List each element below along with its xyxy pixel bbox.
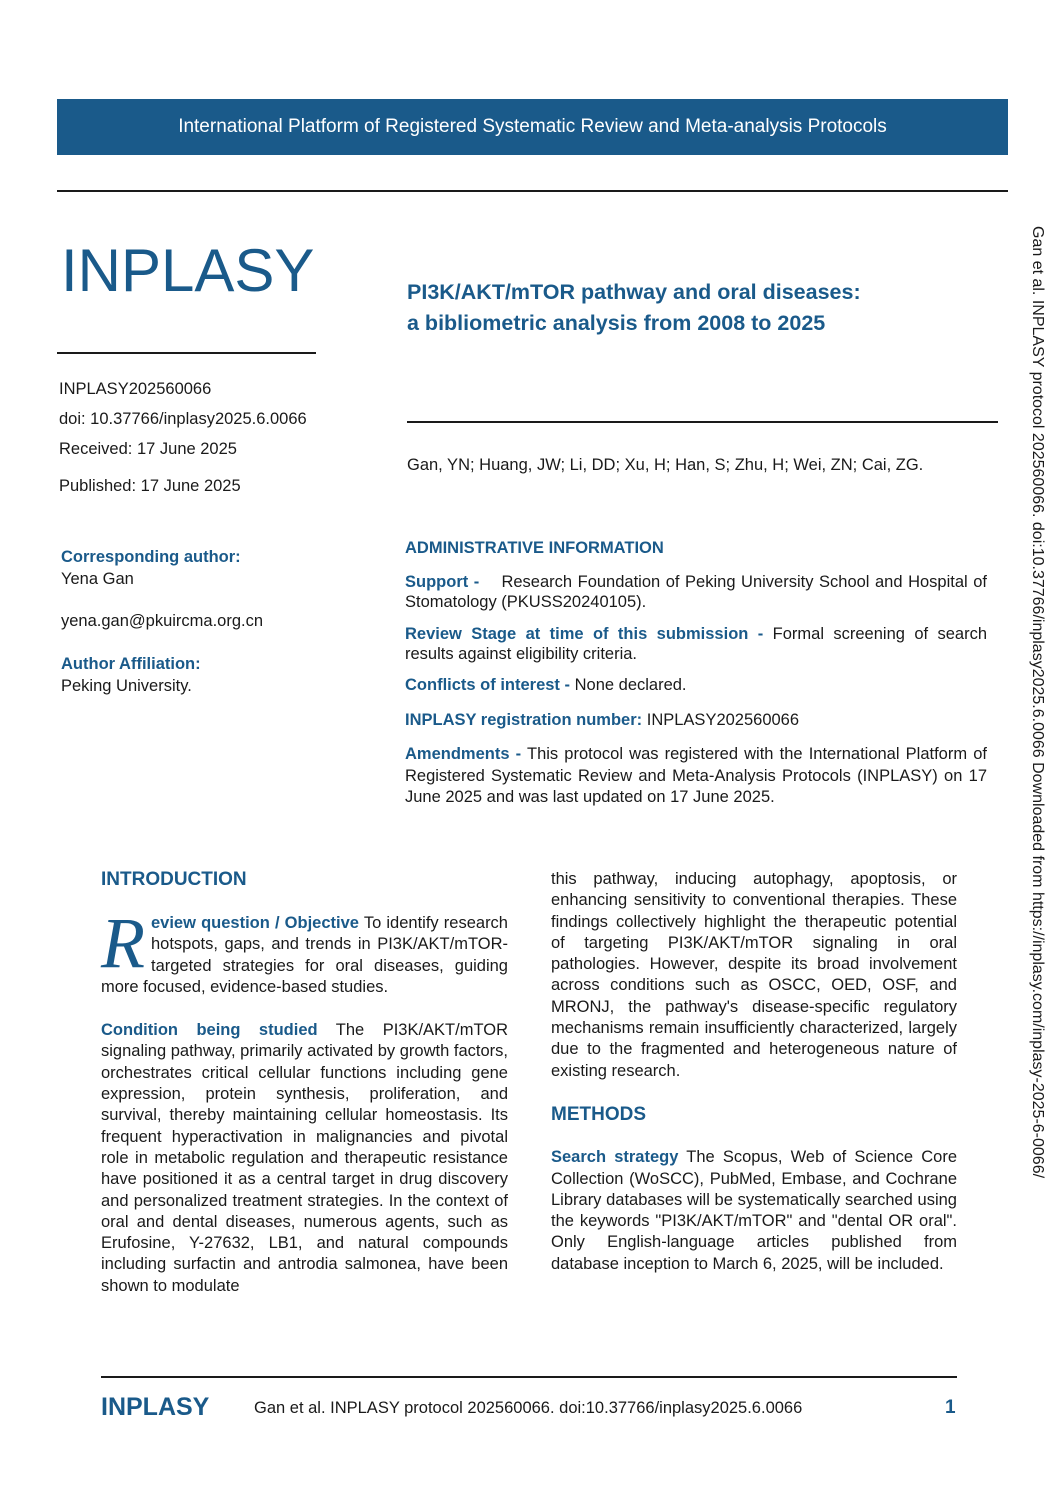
doi[interactable]: doi: 10.37766/inplasy2025.6.0066 — [59, 410, 307, 428]
top-rule — [57, 190, 1008, 192]
author-list: Gan, YN; Huang, JW; Li, DD; Xu, H; Han, S; Zhu, H; Wei, ZN; Cai, ZG. — [407, 456, 924, 474]
corresponding-name: Yena Gan — [61, 570, 134, 588]
banner-text: International Platform of Registered Systematic Review and Meta-analysis Protocols — [178, 116, 887, 137]
inplasy-logo: INPLASY — [61, 237, 315, 304]
received-date: Received: 17 June 2025 — [59, 440, 237, 458]
footer-logo: INPLASY — [101, 1393, 210, 1421]
admin-conflicts: Conflicts of interest - None declared. — [405, 676, 687, 694]
corresponding-label: Corresponding author: — [61, 548, 241, 566]
introduction-heading: INTRODUCTION — [101, 869, 247, 890]
introduction-continued: this pathway, inducing autophagy, apoptosis, or enhancing sensitivity to conventional therapies. These findings collectively highlight the therapeutic potential of targeting PI3K/AKT/mTOR signaling in oral pathologies. However, despite its broad involvement across conditions such as OSCC, OED, OSF, and MRONJ, the pathway's disease-specific regulatory mechanisms remain insufficiently characterized, largely due to the fragmented and heterogeneous nature of existing research. — [551, 870, 957, 1080]
registration-id: INPLASY202560066 — [59, 380, 212, 398]
footer-rule — [101, 1376, 957, 1378]
right-column — [551, 869, 957, 1275]
corresponding-email[interactable]: yena.gan@pkuircma.org.cn — [61, 612, 264, 630]
download-side-note — [1024, 226, 1052, 1301]
title-line-1: PI3K/AKT/mTOR pathway and oral diseases: — [407, 280, 861, 304]
left-column — [101, 903, 508, 1297]
methods-heading: METHODS — [551, 1103, 646, 1125]
header-banner — [57, 99, 1008, 155]
admin-support: Support - Research Foundation of Peking University School and Hospital of Stomatology (PKUSS20240105). — [405, 573, 987, 611]
admin-amendments: Amendments - This protocol was registered with the International Platform of Registered Systematic Review and Meta-Analysis Protocols (INPLASY) on 17 June 2025 and was last updated on 17 June 2025. — [405, 745, 987, 806]
affiliation-label: Author Affiliation: — [61, 655, 201, 673]
search-strategy-paragraph: Search strategy The Scopus, Web of Science Core Collection (WoSCC), PubMed, Embase, and Cochrane Library databases will be systematically searched using the keywords "PI3K/AKT/mTOR" and "dental OR oral". Only English-language articles published from database inception to March 6, 2025, will be included. — [551, 1148, 957, 1273]
drop-cap: R — [101, 903, 145, 983]
article-title — [407, 277, 987, 339]
condition-paragraph: Condition being studied The PI3K/AKT/mTOR signaling pathway, primarily activated by growth factors, orchestrates critical cellular functions including gene expression, protein synthesis, proliferation, and survival, thereby maintaining cellular homeostasis. Its frequent hyperactivation in malignancies and pivotal role in metabolic regulation and therapeutic resistance have positioned it as a central target in drug discovery and personalized treatment strategies. In the context of oral and dental diseases, numerous agents, such as Erufosine, Y-27632, LB1, and natural compounds including surfactin and antrodia salmonea, have been shown to modulate — [101, 1021, 508, 1295]
logo-rule — [57, 352, 316, 354]
page-number: 1 — [945, 1397, 956, 1418]
admin-registration-number: INPLASY registration number: INPLASY202560066 — [405, 711, 800, 729]
title-line-2: a bibliometric analysis from 2008 to 2025 — [407, 311, 826, 335]
affiliation-value: Peking University. — [61, 677, 192, 695]
published-date: Published: 17 June 2025 — [59, 477, 241, 495]
review-question-paragraph: Review question / Objective To identify research hotspots, gaps, and trends in PI3K/AKT/mTOR-targeted strategies for oral diseases, guiding more focused, evidence-based studies. — [101, 903, 508, 996]
title-rule — [407, 421, 998, 423]
side-note-text[interactable]: Gan et al. INPLASY protocol 202560066. doi:10.37766/inplasy2025.6.0066 Downloaded from https://inplasy.com/inplasy-2025-6-0066/ — [1029, 226, 1046, 1179]
footer-citation: Gan et al. INPLASY protocol 202560066. doi:10.37766/inplasy2025.6.0066 — [254, 1399, 803, 1417]
admin-heading: ADMINISTRATIVE INFORMATION — [405, 539, 664, 557]
admin-review-stage: Review Stage at time of this submission - Formal screening of search results against eligibility criteria. — [405, 625, 988, 663]
